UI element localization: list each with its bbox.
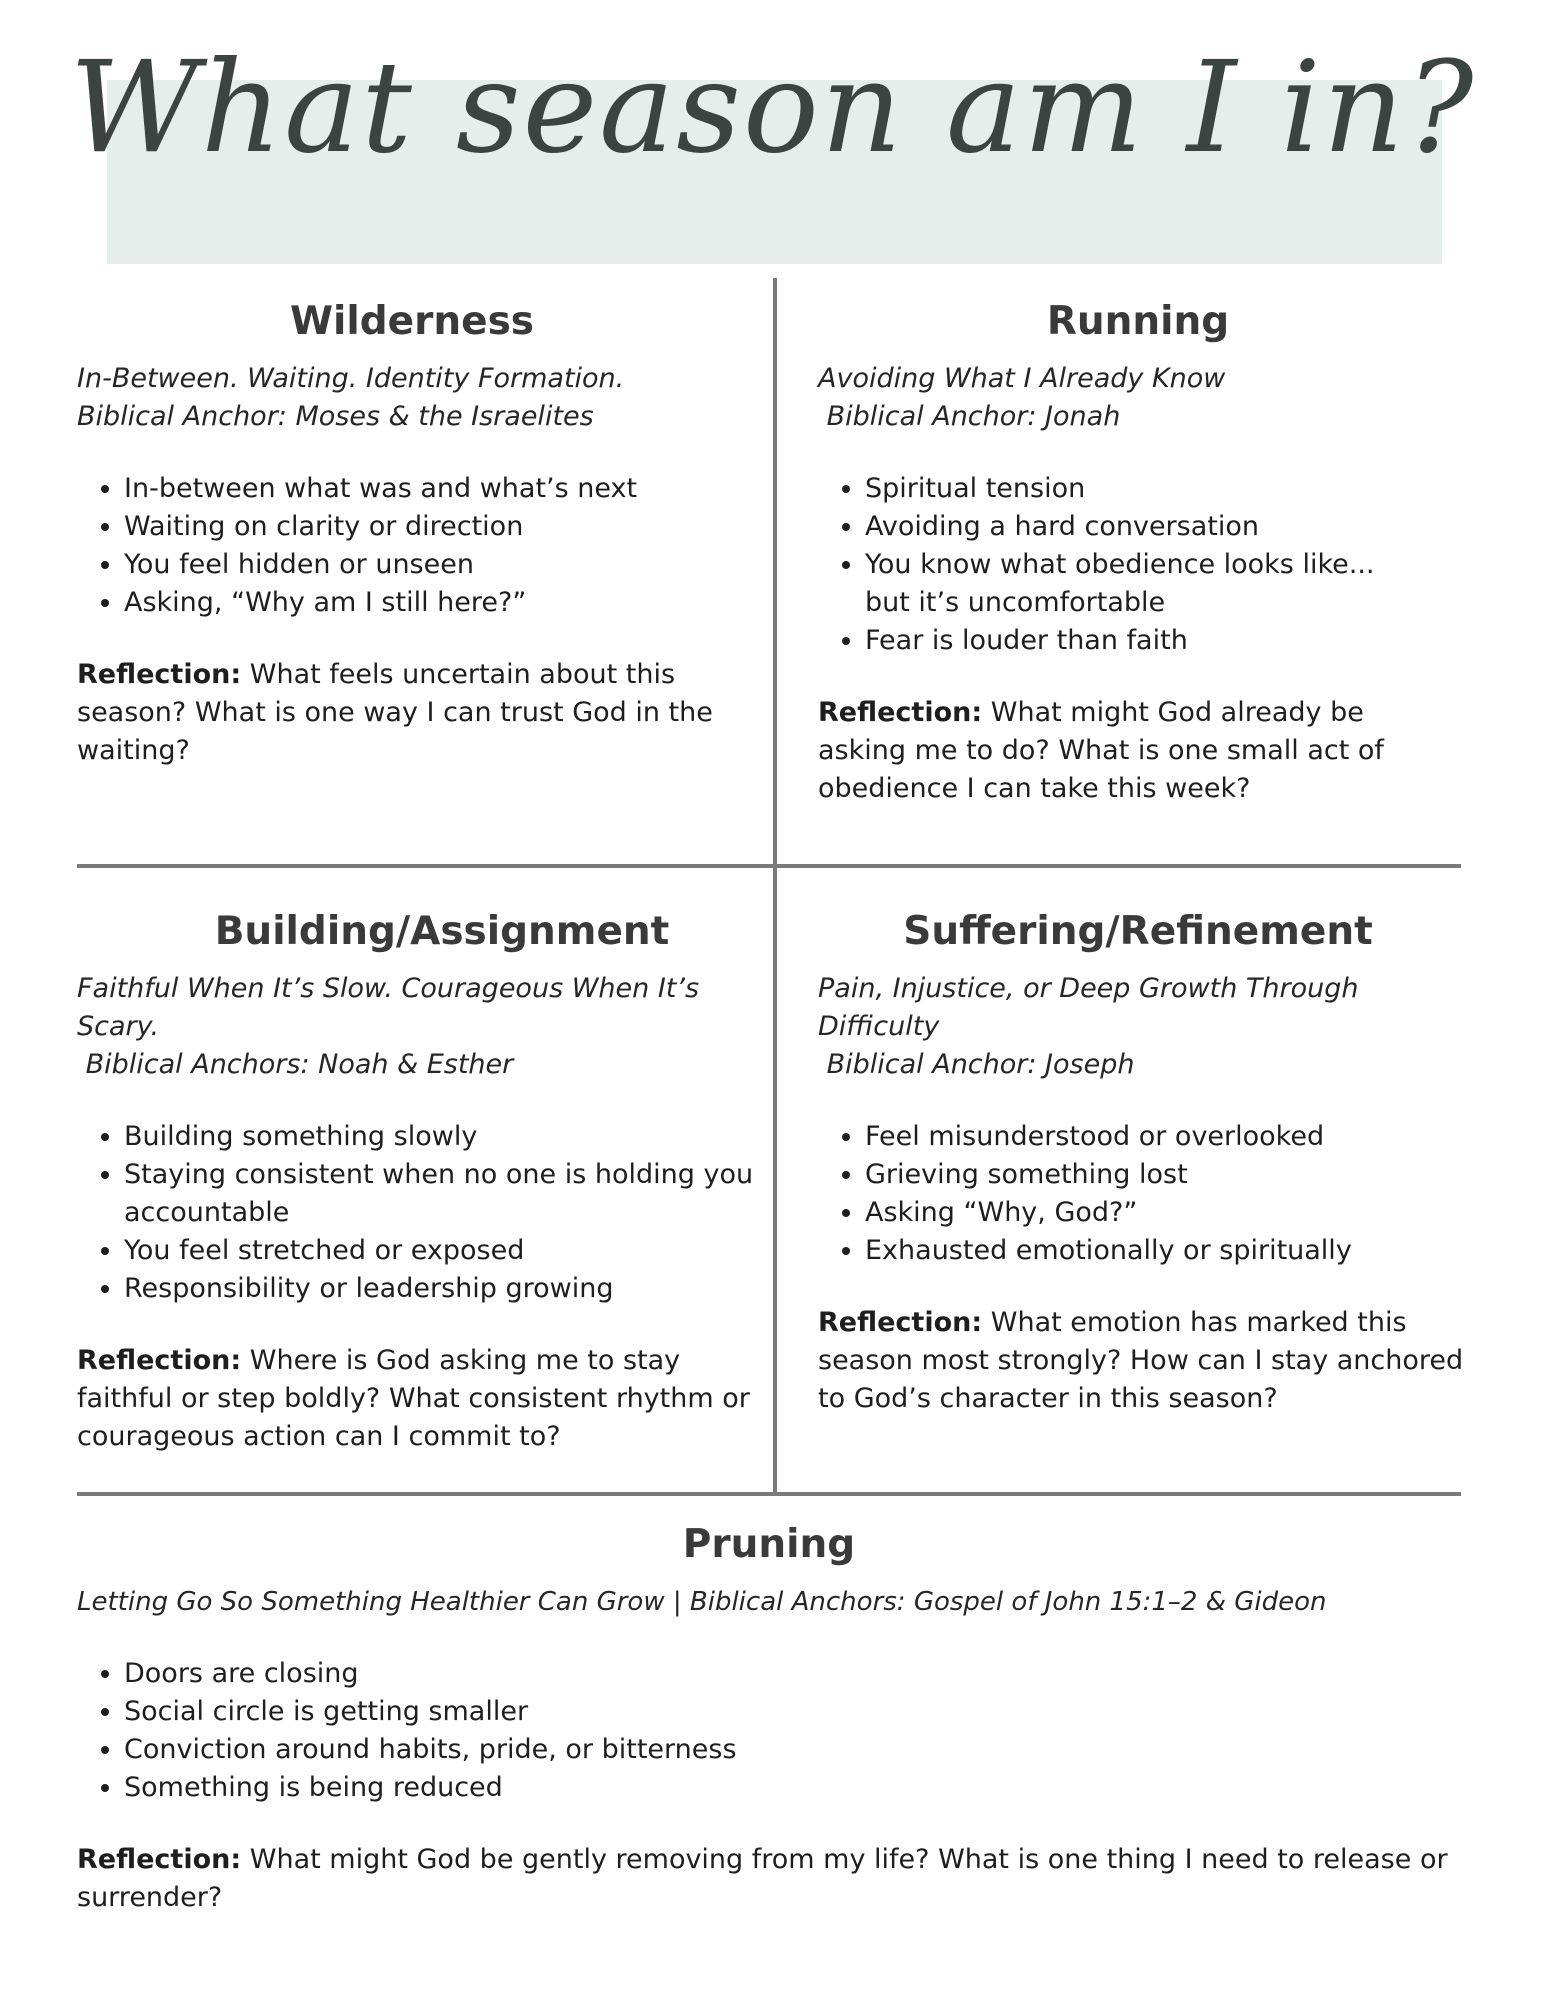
reflection-label: Reflection: bbox=[77, 1345, 242, 1376]
section-wilderness bbox=[77, 292, 757, 770]
reflection-text: What feels uncertain about this season? What is one way I can trust God in the waiting? bbox=[77, 659, 713, 766]
reflection-text: What emotion has marked this season most strongly? How can I stay anchored to God’s character in this season? bbox=[818, 1307, 1464, 1414]
list-item: • Building something slowly bbox=[124, 1118, 757, 1156]
list-item: • Waiting on clarity or direction bbox=[124, 508, 757, 546]
list-item: • Something is being reduced bbox=[124, 1769, 1477, 1807]
bullet-list bbox=[77, 470, 757, 622]
list-item: • Exhausted emotionally or spiritually bbox=[865, 1232, 1498, 1270]
vertical-divider bbox=[773, 278, 777, 1494]
section-subtitle bbox=[77, 360, 757, 436]
subtitle-line: Avoiding What I Already Know bbox=[818, 363, 1226, 394]
subtitle-line: Faithful When It’s Slow. Courageous When It’s Scary. bbox=[77, 973, 700, 1042]
list-item: • Spiritual tension bbox=[865, 470, 1498, 508]
list-item: • You know what obedience looks like... but it’s uncomfortable bbox=[865, 546, 1498, 622]
list-item: • Social circle is getting smaller bbox=[124, 1693, 1477, 1731]
subtitle-anchor: Biblical Anchors: Noah & Esther bbox=[77, 1049, 514, 1080]
section-heading: Building/Assignment bbox=[214, 909, 670, 954]
section-running bbox=[818, 292, 1498, 808]
section-heading: Suffering/Refinement bbox=[903, 909, 1373, 954]
section-heading: Wilderness bbox=[290, 299, 534, 344]
list-item: • You feel stretched or exposed bbox=[124, 1232, 757, 1270]
section-subtitle bbox=[818, 970, 1498, 1084]
list-item: • In-between what was and what’s next bbox=[124, 470, 757, 508]
list-item: • Conviction around habits, pride, or bitterness bbox=[124, 1731, 1477, 1769]
reflection bbox=[77, 1841, 1477, 1917]
section-subtitle bbox=[818, 360, 1498, 436]
reflection bbox=[77, 656, 757, 770]
reflection bbox=[818, 694, 1498, 808]
list-item: • You feel hidden or unseen bbox=[124, 546, 757, 584]
horizontal-divider-middle bbox=[77, 864, 1461, 868]
bullet-list bbox=[77, 1655, 1477, 1807]
section-heading: Pruning bbox=[682, 1522, 856, 1567]
subtitle-line: In-Between. Waiting. Identity Formation. bbox=[77, 363, 625, 394]
section-subtitle bbox=[77, 970, 757, 1084]
list-item: • Asking, “Why am I still here?” bbox=[124, 584, 757, 622]
bullet-list bbox=[818, 470, 1498, 660]
reflection-label: Reflection: bbox=[818, 1307, 983, 1338]
reflection bbox=[818, 1304, 1498, 1418]
list-item: • Fear is louder than faith bbox=[865, 622, 1498, 660]
section-building-assignment bbox=[77, 902, 757, 1456]
section-pruning bbox=[77, 1515, 1477, 1917]
subtitle-anchor: Biblical Anchor: Joseph bbox=[818, 1049, 1135, 1080]
bullet-list bbox=[818, 1118, 1498, 1270]
reflection-label: Reflection: bbox=[818, 697, 983, 728]
bullet-list bbox=[77, 1118, 757, 1308]
reflection-text: What might God be gently removing from my life? What is one thing I need to release or surrender? bbox=[77, 1844, 1448, 1913]
section-suffering-refinement bbox=[818, 902, 1498, 1418]
subtitle-anchor: Biblical Anchor: Jonah bbox=[818, 401, 1121, 432]
reflection-label: Reflection: bbox=[77, 1844, 242, 1875]
section-heading: Running bbox=[1046, 299, 1230, 344]
list-item: • Asking “Why, God?” bbox=[865, 1194, 1498, 1232]
list-item: • Feel misunderstood or overlooked bbox=[865, 1118, 1498, 1156]
list-item: • Avoiding a hard conversation bbox=[865, 508, 1498, 546]
subtitle-line: Pain, Injustice, or Deep Growth Through Difficulty bbox=[818, 973, 1359, 1042]
subtitle-anchor: Biblical Anchor: Moses & the Israelites bbox=[77, 401, 594, 432]
list-item: • Grieving something lost bbox=[865, 1156, 1498, 1194]
horizontal-divider-bottom bbox=[77, 1492, 1461, 1496]
section-subtitle bbox=[77, 1583, 1477, 1621]
reflection bbox=[77, 1342, 757, 1456]
reflection-text: Where is God asking me to stay faithful or step boldly? What consistent rhythm or courageous action can I commit to? bbox=[77, 1345, 750, 1452]
reflection-text: What might God already be asking me to do? What is one small act of obedience I can take this week? bbox=[818, 697, 1384, 804]
list-item: • Responsibility or leadership growing bbox=[124, 1270, 757, 1308]
reflection-label: Reflection: bbox=[77, 659, 242, 690]
list-item: • Staying consistent when no one is holding you accountable bbox=[124, 1156, 757, 1232]
page-title: What season am I in? bbox=[69, 34, 1476, 181]
list-item: • Doors are closing bbox=[124, 1655, 1477, 1693]
subtitle-line: Letting Go So Something Healthier Can Grow | Biblical Anchors: Gospel of John 15:1–2 & Gideon bbox=[77, 1587, 1327, 1617]
